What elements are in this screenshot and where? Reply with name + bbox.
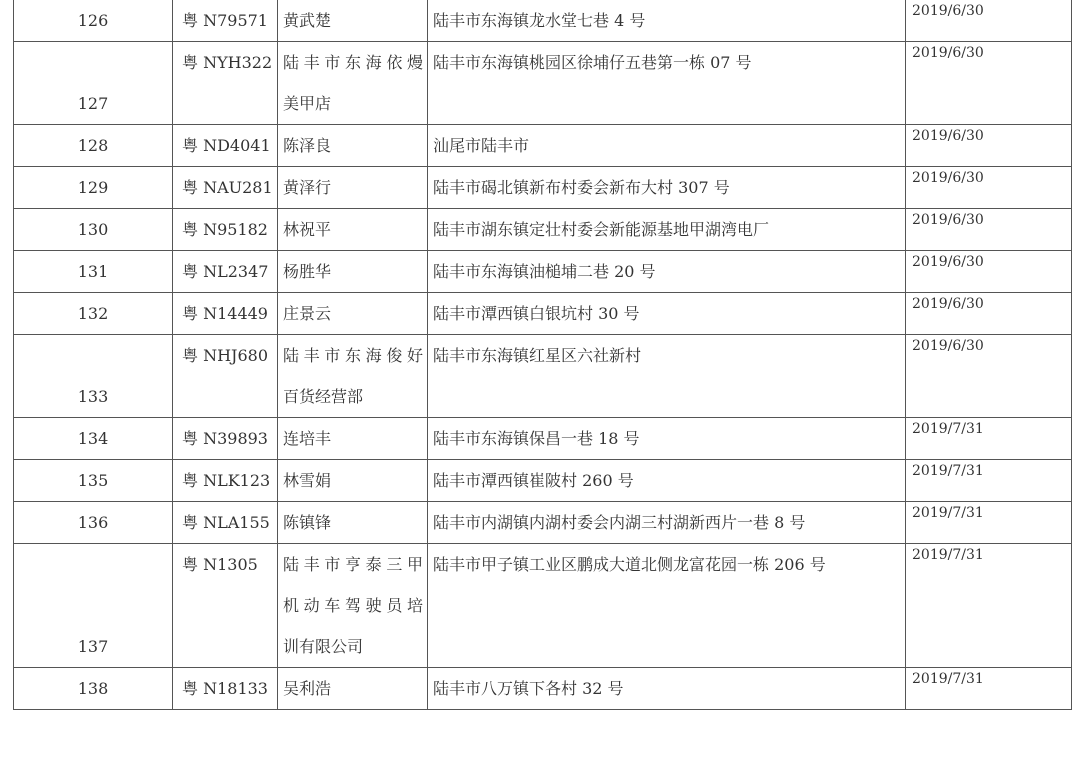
- date-cell: 2019/6/30: [906, 42, 1072, 125]
- owner-name-cell: [278, 544, 428, 668]
- owner-name-line: 吴利浩: [283, 679, 332, 698]
- address-cell: 陆丰市潭西镇崔陂村 260 号: [428, 460, 906, 502]
- plate-number-cell: 粤 N79571: [173, 0, 278, 42]
- table-row: [14, 418, 1072, 460]
- table-row: [14, 42, 1072, 125]
- record-number-cell: 134: [14, 418, 173, 460]
- owner-name-cell: [278, 0, 428, 42]
- owner-name-cell: [278, 502, 428, 544]
- plate-number-cell: 粤 N39893: [173, 418, 278, 460]
- plate-number-cell: 粤 N1305: [173, 544, 278, 668]
- owner-name-line: 陆丰市东海依熳: [283, 53, 423, 72]
- table-row: [14, 502, 1072, 544]
- owner-name-cell: [278, 251, 428, 293]
- owner-name-cell: [278, 209, 428, 251]
- owner-name-cell: [278, 42, 428, 125]
- table-row: [14, 293, 1072, 335]
- table-row: [14, 335, 1072, 418]
- record-number-cell: 137: [14, 544, 173, 668]
- owner-name-line: 连培丰: [283, 429, 332, 448]
- address-cell: 汕尾市陆丰市: [428, 125, 906, 167]
- record-number-cell: 132: [14, 293, 173, 335]
- address-cell: 陆丰市东海镇红星区六社新村: [428, 335, 906, 418]
- owner-name-line: 训有限公司: [283, 637, 364, 656]
- plate-number-cell: 粤 N95182: [173, 209, 278, 251]
- date-cell: 2019/6/30: [906, 293, 1072, 335]
- record-number-cell: 127: [14, 42, 173, 125]
- record-number-cell: 129: [14, 167, 173, 209]
- address-cell: 陆丰市内湖镇内湖村委会内湖三村湖新西片一巷 8 号: [428, 502, 906, 544]
- owner-name-cell: [278, 167, 428, 209]
- record-number-cell: 138: [14, 668, 173, 710]
- owner-name-line: 陆丰市亨泰三甲: [283, 555, 423, 574]
- plate-number-cell: 粤 NLK123: [173, 460, 278, 502]
- date-cell: 2019/6/30: [906, 125, 1072, 167]
- date-cell: 2019/7/31: [906, 460, 1072, 502]
- owner-name-cell: [278, 668, 428, 710]
- owner-name-line: 陆丰市东海俊好: [283, 346, 423, 365]
- table-row: [14, 251, 1072, 293]
- plate-number-cell: 粤 NL2347: [173, 251, 278, 293]
- owner-name-line: 机动车驾驶员培: [283, 596, 423, 615]
- record-number-cell: 131: [14, 251, 173, 293]
- date-cell: 2019/6/30: [906, 0, 1072, 42]
- owner-name-line: 黄泽行: [283, 178, 332, 197]
- address-cell: 陆丰市八万镇下各村 32 号: [428, 668, 906, 710]
- date-cell: 2019/7/31: [906, 544, 1072, 668]
- table-row: [14, 0, 1072, 42]
- plate-number-cell: 粤 NAU281: [173, 167, 278, 209]
- table-row: [14, 125, 1072, 167]
- address-cell: 陆丰市碣北镇新布村委会新布大村 307 号: [428, 167, 906, 209]
- date-cell: 2019/6/30: [906, 209, 1072, 251]
- record-number-cell: 126: [14, 0, 173, 42]
- table-row: [14, 209, 1072, 251]
- owner-name-line: 百货经营部: [283, 387, 364, 406]
- table-row: [14, 668, 1072, 710]
- plate-number-cell: 粤 NHJ680: [173, 335, 278, 418]
- address-cell: 陆丰市东海镇桃园区徐埔仔五巷第一栋 07 号: [428, 42, 906, 125]
- owner-name-line: 美甲店: [283, 94, 332, 113]
- records-table: [13, 0, 1072, 710]
- address-cell: 陆丰市潭西镇白银坑村 30 号: [428, 293, 906, 335]
- date-cell: 2019/7/31: [906, 418, 1072, 460]
- records-table-body: [14, 0, 1072, 710]
- owner-name-cell: [278, 460, 428, 502]
- owner-name-line: 陈泽良: [283, 136, 332, 155]
- record-number-cell: 135: [14, 460, 173, 502]
- date-cell: 2019/6/30: [906, 251, 1072, 293]
- record-number-cell: 133: [14, 335, 173, 418]
- owner-name-line: 庄景云: [283, 304, 332, 323]
- owner-name-line: 杨胜华: [283, 262, 332, 281]
- address-cell: 陆丰市东海镇油槌埔二巷 20 号: [428, 251, 906, 293]
- owner-name-line: 林雪娟: [283, 471, 332, 490]
- plate-number-cell: 粤 ND4041: [173, 125, 278, 167]
- record-number-cell: 136: [14, 502, 173, 544]
- record-number-cell: 128: [14, 125, 173, 167]
- table-row: [14, 544, 1072, 668]
- plate-number-cell: 粤 N18133: [173, 668, 278, 710]
- owner-name-cell: [278, 335, 428, 418]
- address-cell: 陆丰市湖东镇定壮村委会新能源基地甲湖湾电厂: [428, 209, 906, 251]
- address-cell: 陆丰市东海镇保昌一巷 18 号: [428, 418, 906, 460]
- date-cell: 2019/6/30: [906, 167, 1072, 209]
- record-number-cell: 130: [14, 209, 173, 251]
- table-row: [14, 167, 1072, 209]
- date-cell: 2019/7/31: [906, 668, 1072, 710]
- owner-name-line: 陈镇锋: [283, 513, 332, 532]
- plate-number-cell: 粤 NYH322: [173, 42, 278, 125]
- owner-name-line: 黄武楚: [283, 11, 332, 30]
- owner-name-line: 林祝平: [283, 220, 332, 239]
- date-cell: 2019/6/30: [906, 335, 1072, 418]
- plate-number-cell: 粤 N14449: [173, 293, 278, 335]
- address-cell: 陆丰市甲子镇工业区鹏成大道北侧龙富花园一栋 206 号: [428, 544, 906, 668]
- address-cell: 陆丰市东海镇龙水堂七巷 4 号: [428, 0, 906, 42]
- date-cell: 2019/7/31: [906, 502, 1072, 544]
- owner-name-cell: [278, 293, 428, 335]
- owner-name-cell: [278, 125, 428, 167]
- owner-name-cell: [278, 418, 428, 460]
- plate-number-cell: 粤 NLA155: [173, 502, 278, 544]
- table-row: [14, 460, 1072, 502]
